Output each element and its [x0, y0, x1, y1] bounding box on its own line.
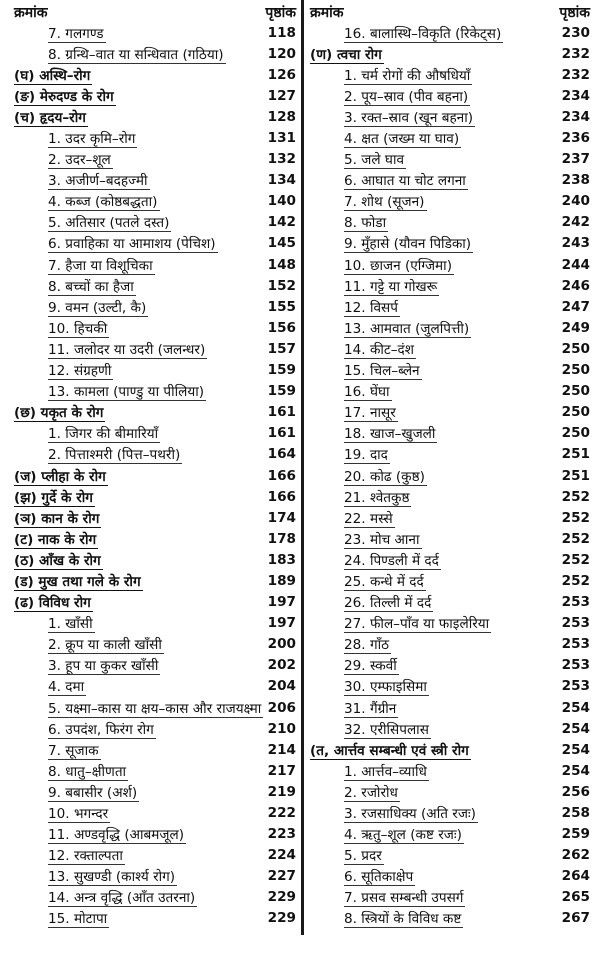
contents-entry-row	[14, 444, 296, 465]
entry-page-number: 118	[267, 24, 296, 41]
contents-column-right	[310, 0, 590, 956]
contents-entry-row	[310, 85, 590, 106]
entry-title: 2. क्रूप या काली खाँसी	[48, 634, 164, 654]
contents-entry-row	[14, 697, 296, 718]
entry-page-number: 148	[267, 256, 296, 273]
entry-page-number: 126	[267, 66, 296, 83]
serial-header: क्रमांक	[310, 5, 344, 21]
entry-page-number: 202	[267, 657, 296, 674]
contents-section-row	[14, 85, 296, 106]
entry-title: 29. स्कर्वी	[344, 655, 399, 675]
entry-title: 8. ग्रन्थि–वात या सन्धिवात (गठिया)	[48, 44, 226, 64]
entry-title: 26. तिल्ली में दर्द	[344, 592, 433, 612]
entry-page-number: 227	[267, 868, 296, 885]
entry-title: 7. शोथ (सूजन)	[344, 191, 427, 211]
contents-section-row	[14, 507, 296, 528]
entry-title: 28. गाँठ	[344, 634, 391, 654]
contents-entry-row	[310, 402, 590, 423]
entry-page-number: 166	[267, 467, 296, 484]
contents-entry-row	[310, 254, 590, 275]
contents-section-row	[14, 528, 296, 549]
entry-title: 14. अन्त्र वृद्धि (आँत उतरना)	[48, 887, 197, 907]
column-header	[310, 0, 590, 22]
entry-page-number: 246	[561, 277, 590, 294]
entry-page-number: 223	[267, 826, 296, 843]
entry-title: (ण) त्वचा रोग	[310, 44, 384, 64]
entry-title: 14. कीट–दंश	[344, 339, 416, 359]
entry-page-number: 178	[267, 530, 296, 547]
contents-section-row	[14, 486, 296, 507]
entry-title: 6. सूतिकाक्षेप	[344, 866, 415, 886]
entry-title: 13. आमवात (जुलपित्ती)	[344, 318, 471, 338]
entry-page-number: 253	[561, 615, 590, 632]
entry-page-number: 229	[267, 889, 296, 906]
contents-entry-row	[14, 634, 296, 655]
entry-title: 30. एम्फाइसिमा	[344, 676, 429, 696]
entry-page-number: 253	[561, 636, 590, 653]
contents-section-row	[14, 64, 296, 85]
entry-title: 4. कब्ज (कोष्ठबद्धता)	[48, 191, 160, 211]
entry-page-number: 264	[561, 868, 590, 885]
entry-title: (छ) यकृत के रोग	[14, 402, 105, 422]
contents-entry-row	[14, 191, 296, 212]
entry-page-number: 256	[561, 783, 590, 800]
contents-entry-row	[14, 423, 296, 444]
contents-entry-row	[14, 781, 296, 802]
contents-entry-row	[310, 106, 590, 127]
entry-title: 10. भगन्दर	[48, 803, 110, 823]
entry-page-number: 210	[267, 720, 296, 737]
entry-title: 4. दमा	[48, 676, 86, 696]
entry-title: 1. चर्म रोगों की औषधियाँ	[344, 65, 472, 85]
contents-entry-row	[310, 549, 590, 570]
entry-page-number: 252	[561, 509, 590, 526]
entry-title: 19. दाद	[344, 444, 390, 464]
contents-entry-row	[14, 233, 296, 254]
entry-page-number: 152	[267, 277, 296, 294]
entry-page-number: 166	[267, 488, 296, 505]
entry-page-number: 250	[561, 362, 590, 379]
contents-entry-row	[310, 381, 590, 402]
entry-page-number: 142	[267, 214, 296, 231]
entry-title: 11. अण्डवृद्धि (आबमजूल)	[48, 824, 186, 844]
entry-title: 8. धातु–क्षीणता	[48, 761, 128, 781]
entry-title: 9. वमन (उल्टी, कै)	[48, 297, 148, 317]
entry-page-number: 250	[561, 340, 590, 357]
entry-page-number: 189	[267, 572, 296, 589]
entry-page-number: 200	[267, 636, 296, 653]
entry-title: 3. हूप या कुकर खाँसी	[48, 655, 160, 675]
entry-title: 4. ऋतु–शूल (कष्ट रजः)	[344, 824, 464, 844]
contents-section-row	[14, 570, 296, 591]
entry-title: (घ) अस्थि–रोग	[14, 65, 92, 85]
entry-page-number: 240	[561, 193, 590, 210]
entry-title: 3. रजसाधिक्य (अति रजः)	[344, 803, 478, 823]
contents-entry-row	[310, 781, 590, 802]
contents-entry-row	[14, 360, 296, 381]
contents-entry-row	[310, 423, 590, 444]
entry-page-number: 242	[561, 214, 590, 231]
entry-page-number: 224	[267, 847, 296, 864]
contents-entry-row	[310, 22, 590, 43]
entry-title: 16. बालास्थि–विकृति (रिकेट्स)	[344, 23, 503, 43]
contents-section-row	[14, 106, 296, 127]
entry-title: 27. फील–पाँव या फाइलेरिया	[344, 613, 491, 633]
entry-title: 10. हिचकी	[48, 318, 109, 338]
entry-title: 25. कन्धे में दर्द	[344, 571, 426, 591]
entry-page-number: 206	[267, 699, 296, 716]
entry-page-number: 219	[267, 783, 296, 800]
entry-page-number: 214	[267, 741, 296, 758]
entry-page-number: 174	[267, 509, 296, 526]
entry-title: 32. एरीसिपलास	[344, 719, 431, 739]
contents-entry-row	[14, 43, 296, 64]
serial-header: क्रमांक	[14, 5, 48, 21]
entry-page-number: 254	[561, 720, 590, 737]
column-divider	[301, 0, 304, 935]
entry-page-number: 132	[267, 151, 296, 168]
entry-page-number: 157	[267, 340, 296, 357]
entry-page-number: 164	[267, 446, 296, 463]
entry-title: 12. विसर्प	[344, 297, 400, 317]
entry-title: 1. उदर कृमि–रोग	[48, 128, 137, 148]
entry-page-number: 140	[267, 193, 296, 210]
entry-page-number: 253	[561, 657, 590, 674]
entry-title: 13. सुखण्डी (कार्श्य रोग)	[48, 866, 177, 886]
entry-title: 20. कोढ (कुष्ठ)	[344, 466, 427, 486]
entry-page-number: 229	[267, 910, 296, 927]
contents-entry-row	[14, 212, 296, 233]
entry-title: (त, आर्त्तव सम्बन्धी एवं स्त्री रोग	[310, 740, 471, 760]
contents-section-row	[14, 402, 296, 423]
contents-entry-row	[310, 486, 590, 507]
entry-page-number: 254	[561, 741, 590, 758]
contents-entry-row	[14, 866, 296, 887]
entry-page-number: 134	[267, 172, 296, 189]
contents-entry-row	[310, 170, 590, 191]
contents-entry-row	[14, 22, 296, 43]
entry-title: 9. बबासीर (अर्श)	[48, 782, 139, 802]
entry-page-number: 249	[561, 319, 590, 336]
entry-page-number: 252	[561, 551, 590, 568]
contents-entry-row	[310, 655, 590, 676]
entry-page-number: 250	[561, 404, 590, 421]
entry-page-number: 127	[267, 87, 296, 104]
entry-title: 16. घेंघा	[344, 381, 392, 401]
contents-section-row	[310, 43, 590, 64]
contents-entry-row	[310, 613, 590, 634]
entry-page-number: 250	[561, 425, 590, 442]
entry-page-number: 120	[267, 45, 296, 62]
contents-entry-row	[310, 465, 590, 486]
contents-entry-row	[310, 887, 590, 908]
contents-entry-row	[14, 613, 296, 634]
entry-title: 8. स्त्रियों के विविध कष्ट	[344, 908, 463, 928]
entry-title: 5. जले घाव	[344, 149, 406, 169]
entry-page-number: 262	[561, 847, 590, 864]
contents-list-left	[14, 22, 296, 929]
entry-title: 1. खाँसी	[48, 613, 95, 633]
entry-title: (च) हृदय–रोग	[14, 107, 88, 127]
entry-title: 2. रजोरोध	[344, 782, 400, 802]
entry-title: 7. सूजाक	[48, 740, 101, 760]
entry-page-number: 267	[561, 910, 590, 927]
contents-entry-row	[14, 908, 296, 929]
entry-page-number: 222	[267, 805, 296, 822]
entry-page-number: 234	[561, 87, 590, 104]
entry-page-number: 236	[561, 130, 590, 147]
entry-page-number: 217	[267, 762, 296, 779]
entry-title: 2. पूय–स्राव (पीव बहना)	[344, 86, 470, 106]
entry-title: 11. गट्टे या गोखरू	[344, 276, 439, 296]
contents-column-left	[14, 0, 296, 956]
entry-page-number: 159	[267, 383, 296, 400]
contents-entry-row	[14, 381, 296, 402]
entry-title: 6. प्रवाहिका या आमाशय (पेचिश)	[48, 233, 218, 253]
entry-page-number: 251	[561, 446, 590, 463]
entry-title: 10. छाजन (एग्जिमा)	[344, 255, 454, 275]
entry-page-number: 183	[267, 551, 296, 568]
entry-title: 12. रक्ताल्पता	[48, 845, 125, 865]
entry-title: 1. आर्त्तव–व्याधि	[344, 761, 429, 781]
entry-title: 6. उपदंश, फिरंग रोग	[48, 719, 156, 739]
contents-entry-row	[14, 338, 296, 359]
contents-entry-row	[14, 824, 296, 845]
contents-entry-row	[310, 191, 590, 212]
entry-title: 3. अजीर्ण–बदहज्मी	[48, 170, 150, 190]
entry-title: 22. मस्से	[344, 508, 395, 528]
entry-page-number: 230	[561, 24, 590, 41]
entry-title: 11. जलोदर या उदरी (जलन्धर)	[48, 339, 207, 359]
contents-entry-row	[14, 739, 296, 760]
contents-entry-row	[310, 233, 590, 254]
entry-page-number: 251	[561, 467, 590, 484]
entry-page-number: 265	[561, 889, 590, 906]
entry-page-number: 234	[561, 108, 590, 125]
entry-title: (ज) प्लीहा के रोग	[14, 466, 108, 486]
column-header	[14, 0, 296, 22]
entry-title: 5. प्रदर	[344, 845, 384, 865]
entry-title: 17. नासूर	[344, 402, 398, 422]
contents-section-row	[14, 549, 296, 570]
contents-entry-row	[310, 296, 590, 317]
contents-section-row	[14, 592, 296, 613]
contents-entry-row	[14, 317, 296, 338]
contents-entry-row	[310, 64, 590, 85]
entry-page-number: 258	[561, 805, 590, 822]
entry-page-number: 128	[267, 108, 296, 125]
contents-entry-row	[310, 718, 590, 739]
entry-title: 5. अतिसार (पतले दस्त)	[48, 212, 171, 232]
contents-entry-row	[14, 170, 296, 191]
entry-title: 8. फोडा	[344, 212, 388, 232]
contents-entry-row	[310, 908, 590, 929]
entry-title: 15. मोटापा	[48, 908, 109, 928]
entry-page-number: 250	[561, 383, 590, 400]
entry-title: 7. हैजा या विशूचिका	[48, 255, 155, 275]
entry-title: 7. गलगण्ड	[48, 23, 106, 43]
contents-entry-row	[14, 718, 296, 739]
entry-title: (ट) नाक के रोग	[14, 529, 98, 549]
entry-page-number: 253	[561, 594, 590, 611]
entry-title: 18. खाज–खुजली	[344, 423, 437, 443]
contents-entry-row	[310, 824, 590, 845]
contents-entry-row	[14, 676, 296, 697]
entry-title: 9. मुँहासे (यौवन पिडिका)	[344, 233, 473, 253]
contents-entry-row	[310, 866, 590, 887]
entry-title: 1. जिगर की बीमारियाँ	[48, 423, 160, 443]
contents-entry-row	[310, 802, 590, 823]
entry-title: 24. पिण्डली में दर्द	[344, 550, 441, 570]
entry-title: 5. यक्ष्मा–कास या क्षय–कास और राजयक्ष्मा	[48, 698, 263, 718]
entry-title: (ञ) कान के रोग	[14, 508, 101, 528]
contents-entry-row	[310, 212, 590, 233]
entry-page-number: 243	[561, 235, 590, 252]
contents-entry-row	[14, 887, 296, 908]
entry-page-number: 155	[267, 298, 296, 315]
entry-title: (झ) गुर्दे के रोग	[14, 487, 95, 507]
entry-title: 31. गैंग्रीन	[344, 698, 398, 718]
entry-page-number: 252	[561, 572, 590, 589]
contents-entry-row	[310, 338, 590, 359]
entry-page-number: 204	[267, 678, 296, 695]
entry-page-number: 253	[561, 678, 590, 695]
contents-entry-row	[14, 760, 296, 781]
contents-entry-row	[310, 275, 590, 296]
contents-entry-row	[310, 127, 590, 148]
contents-entry-row	[14, 275, 296, 296]
entry-page-number: 161	[267, 404, 296, 421]
entry-page-number: 247	[561, 298, 590, 315]
entry-page-number: 197	[267, 615, 296, 632]
contents-entry-row	[14, 296, 296, 317]
contents-entry-row	[14, 802, 296, 823]
entry-title: 15. चिल–ब्लेन	[344, 360, 422, 380]
entry-title: 7. प्रसव सम्बन्धी उपसर्ग	[344, 887, 465, 907]
entry-title: 2. पित्ताश्मरी (पित्त–पथरी)	[48, 444, 182, 464]
page-number-header: पृष्ठांक	[559, 5, 590, 21]
contents-entry-row	[310, 444, 590, 465]
entry-title: 21. श्वेतकुष्ठ	[344, 487, 411, 507]
contents-entry-row	[310, 570, 590, 591]
contents-entry-row	[310, 845, 590, 866]
entry-page-number: 254	[561, 762, 590, 779]
entry-title: 23. मोच आना	[344, 529, 422, 549]
entry-page-number: 159	[267, 362, 296, 379]
contents-entry-row	[14, 149, 296, 170]
entry-page-number: 232	[561, 45, 590, 62]
entry-page-number: 156	[267, 319, 296, 336]
entry-title: (ढ) विविध रोग	[14, 592, 93, 612]
entry-title: (ङ) मेरुदण्ड के रोग	[14, 86, 116, 106]
contents-entry-row	[310, 360, 590, 381]
entry-title: 13. कामला (पाण्डु या पीलिया)	[48, 381, 206, 401]
entry-page-number: 197	[267, 594, 296, 611]
contents-entry-row	[310, 592, 590, 613]
contents-entry-row	[14, 655, 296, 676]
entry-page-number: 259	[561, 826, 590, 843]
contents-section-row	[310, 739, 590, 760]
contents-entry-row	[310, 760, 590, 781]
contents-entry-row	[310, 528, 590, 549]
contents-entry-row	[310, 317, 590, 338]
entry-title: 12. संग्रहणी	[48, 360, 113, 380]
entry-title: 2. उदर–शूल	[48, 149, 113, 169]
entry-title: 4. क्षत (जख्म या घाव)	[344, 128, 461, 148]
entry-page-number: 254	[561, 699, 590, 716]
contents-entry-row	[310, 676, 590, 697]
entry-page-number: 252	[561, 530, 590, 547]
contents-entry-row	[310, 507, 590, 528]
entry-title: 8. बच्चों का हैजा	[48, 276, 136, 296]
contents-entry-row	[310, 634, 590, 655]
entry-page-number: 145	[267, 235, 296, 252]
entry-page-number: 238	[561, 172, 590, 189]
contents-entry-row	[14, 845, 296, 866]
entry-page-number: 131	[267, 130, 296, 147]
contents-entry-row	[14, 127, 296, 148]
entry-page-number: 237	[561, 151, 590, 168]
contents-entry-row	[310, 697, 590, 718]
entry-title: 3. रक्त–स्राव (खून बहना)	[344, 107, 475, 127]
entry-title: (ठ) आँख के रोग	[14, 550, 103, 570]
contents-entry-row	[310, 149, 590, 170]
page-number-header: पृष्ठांक	[265, 5, 296, 21]
contents-entry-row	[14, 254, 296, 275]
contents-section-row	[14, 465, 296, 486]
entry-page-number: 244	[561, 256, 590, 273]
contents-list-right	[310, 22, 590, 929]
entry-page-number: 252	[561, 488, 590, 505]
entry-page-number: 232	[561, 66, 590, 83]
entry-title: (ड) मुख तथा गले के रोग	[14, 571, 143, 591]
entry-title: 6. आघात या चोट लगना	[344, 170, 468, 190]
entry-page-number: 161	[267, 425, 296, 442]
